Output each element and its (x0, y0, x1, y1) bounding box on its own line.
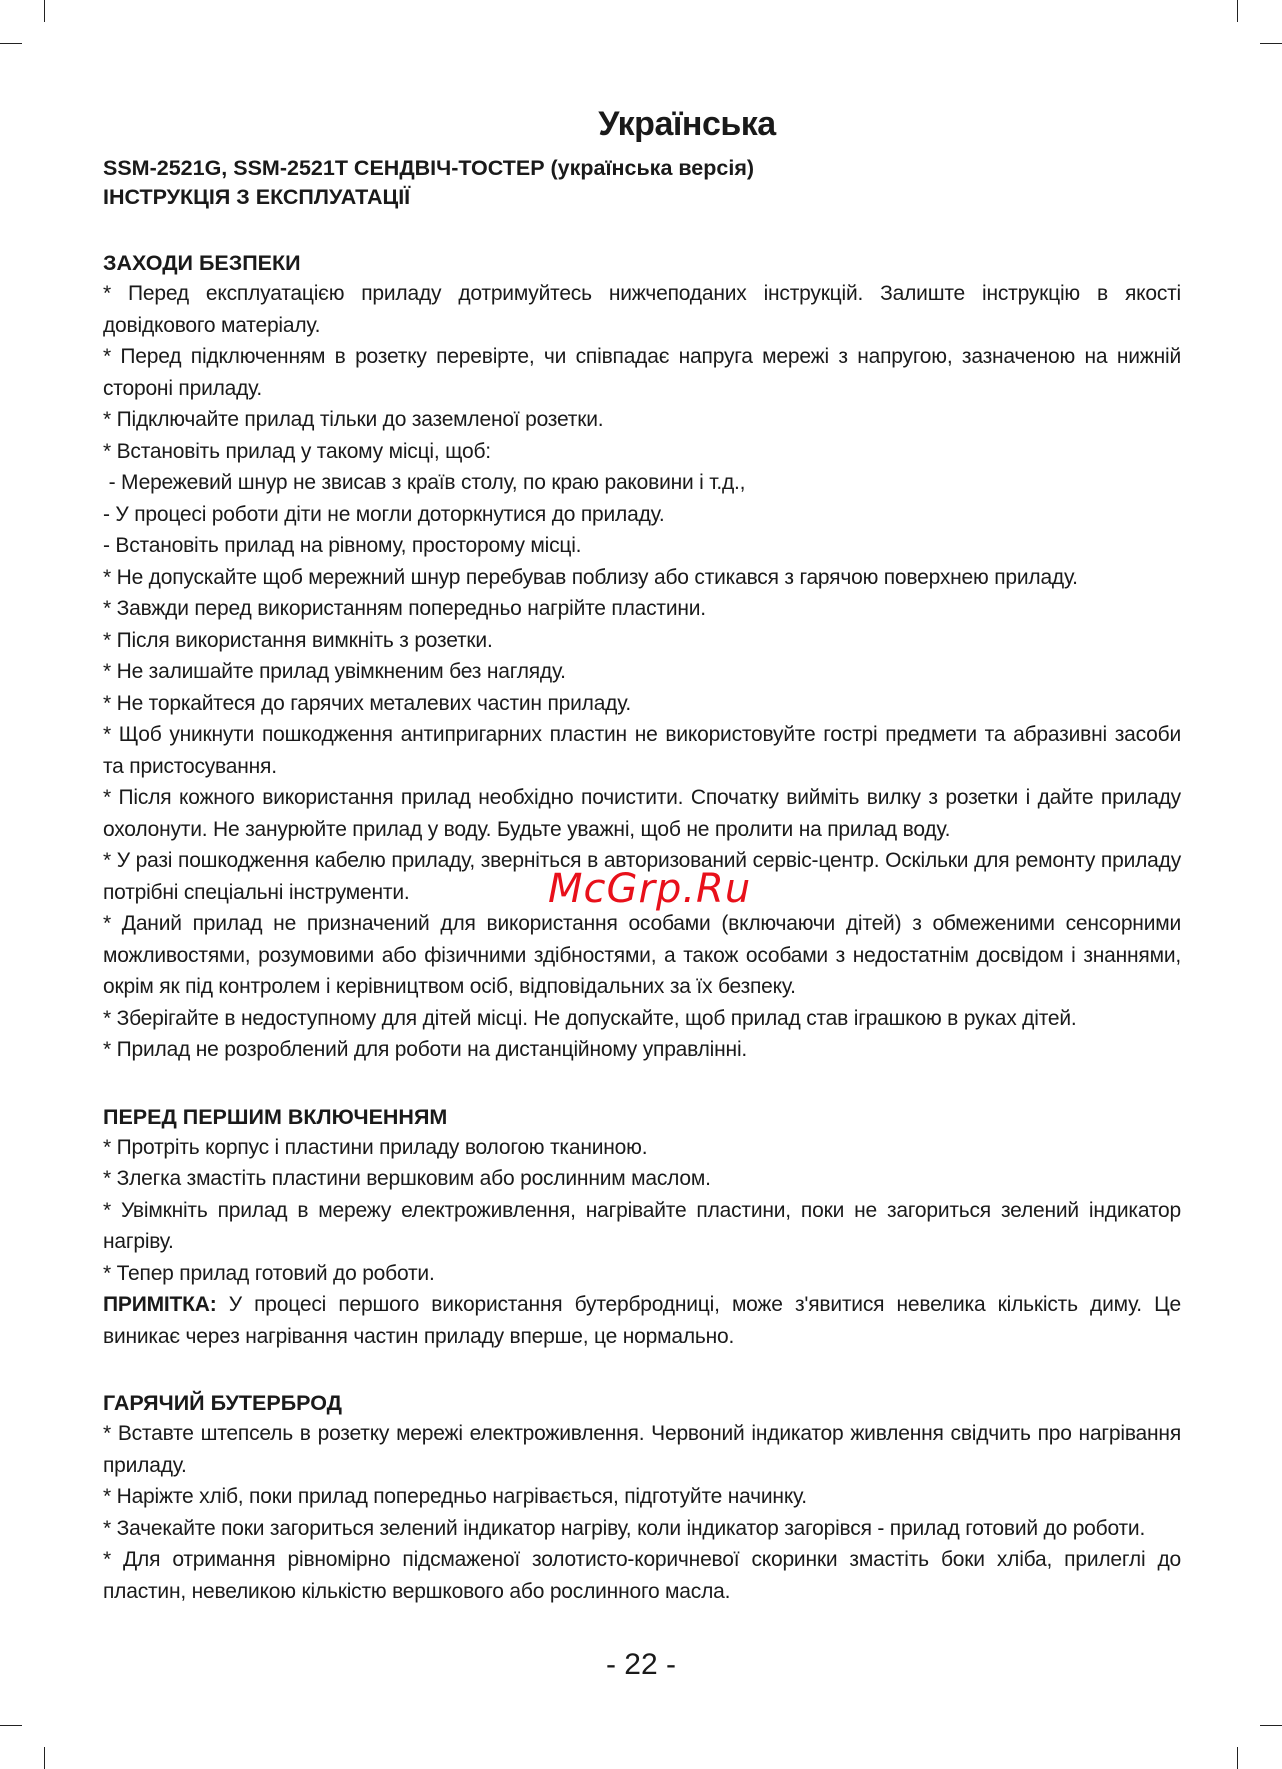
crop-mark (0, 43, 22, 44)
crop-mark (44, 1747, 45, 1769)
hot-sandwich-section (103, 1388, 1181, 1607)
crop-mark (44, 0, 45, 22)
list-item: - Мережевий шнур не звисав з країв столу, по краю раковини і т.д., (103, 471, 746, 494)
list-item: * Після кожного використання прилад необхідно почистити. Спочатку вийміть вилку з розетки і дайте приладу охолонути. Не занурюйте прилад у воду. Будьте уважні, щоб не пролити на прилад воду. (103, 786, 1181, 841)
list-item: * Увімкніть прилад в мережу електроживлення, нагрівайте пластини, поки не загориться зелений індикатор нагріву. (103, 1198, 1181, 1253)
list-item: * Тепер прилад готовий до роботи. (103, 1261, 435, 1285)
list-item: - У процесі роботи діти не могли доторкнутися до приладу. (103, 502, 665, 526)
language-title: Українська (598, 105, 776, 143)
list-item: * Прилад не розроблений для роботи на дистанційному управлінні. (103, 1038, 748, 1061)
crop-mark (1237, 1747, 1238, 1769)
list-item: * Щоб уникнути пошкодження антипригарних пластин не використовуйте гострі предмети та абразивні засоби та пристосування. (103, 723, 1181, 778)
model-line: SSM-2521G, SSM-2521T СЕНДВІЧ-ТОСТЕР (українська версія) (103, 156, 755, 180)
list-item: - Встановіть прилад на рівному, просторому місці. (103, 534, 582, 557)
list-item: * Перед експлуатацією приладу дотримуйтесь нижчеподаних інструкцій. Залиште інструкцію в якості довідкового матеріалу. (103, 282, 1181, 337)
note-paragraph (103, 1289, 1181, 1352)
crop-mark (1260, 1725, 1282, 1726)
crop-mark (1237, 0, 1238, 22)
list-item: * Даний прилад не призначений для використання особами (включаючи дітей) з обмеженими сенсорними можливостями, розумовими або фізичними здібностями, а також особами з недостатнім досвідом і знаннями, окрім як під контролем і керівництвом осіб, відповідальних за їх безпеку. (103, 912, 1181, 998)
safety-title: ЗАХОДИ БЕЗПЕКИ (103, 251, 301, 275)
list-item: * Для отримання рівномірно підсмаженої золотисто-коричневої скоринки змастіть боки хліба, прилеглі до пластин, невеликою кількістю вершкового або рослинного масла. (103, 1548, 1181, 1603)
safety-section (103, 248, 1181, 1066)
crop-mark (1260, 43, 1282, 44)
list-item: * Злегка змастіть пластини вершковим або рослинним маслом. (103, 1167, 711, 1190)
list-item: * У разі пошкодження кабелю приладу, зверніться в авторизований сервіс-центр. Оскільки для ремонту приладу потрібні спеціальні інструменти. (103, 849, 1181, 904)
list-item: * Не допускайте щоб мережний шнур перебував поблизу або стикався з гарячою поверхнею приладу. (103, 565, 1078, 589)
page-content (103, 105, 1181, 1607)
list-item: * Не торкайтеся до гарячих металевих частин приладу. (103, 691, 632, 715)
list-item: * Не залишайте прилад увімкненим без нагляду. (103, 660, 566, 683)
list-item: * Підключайте прилад тільки до заземленої розетки. (103, 408, 604, 431)
list-item: * Протріть корпус і пластини приладу вологою тканиною. (103, 1135, 648, 1159)
list-item: * Встановіть прилад у такому місці, щоб: (103, 439, 491, 463)
first-use-title: ПЕРЕД ПЕРШИМ ВКЛЮЧЕННЯМ (103, 1104, 448, 1129)
crop-mark (0, 1725, 22, 1726)
hot-sandwich-title: ГАРЯЧИЙ БУТЕРБРОД (103, 1391, 342, 1415)
list-item: * Вставте штепсель в розетку мережі електроживлення. Червоний індикатор живлення свідчить про нагрівання приладу. (103, 1422, 1181, 1477)
note-label: ПРИМІТКА: (103, 1293, 217, 1316)
first-use-section (103, 1102, 1181, 1353)
watermark: McGrp.Ru (548, 866, 752, 912)
list-item: * Наріжте хліб, поки прилад попередньо нагрівається, підготуйте начинку. (103, 1485, 807, 1508)
list-item: * Зачекайте поки загориться зелений індикатор нагріву, коли індикатор загорівся - прилад готовий до роботи. (103, 1516, 1146, 1540)
list-item: * Зберігайте в недоступному для дітей місці. Не допускайте, щоб прилад став іграшкою в руках дітей. (103, 1006, 1077, 1030)
list-item: * Перед підключенням в розетку перевірте, чи співпадає напруга мережі з напругою, зазначеною на нижній стороні приладу. (103, 345, 1181, 400)
document-type: ІНСТРУКЦІЯ З ЕКСПЛУАТАЦІЇ (103, 185, 411, 209)
page-number: - 22 - (605, 1648, 677, 1681)
note-text: У процесі першого використання бутербродниці, може з'явитися невелика кількість диму. Це виникає через нагрівання частин приладу вперше, це нормально. (103, 1293, 1181, 1348)
list-item: * Після використання вимкніть з розетки. (103, 628, 493, 652)
list-item: * Завжди перед використанням попередньо нагрійте пластини. (103, 597, 706, 620)
